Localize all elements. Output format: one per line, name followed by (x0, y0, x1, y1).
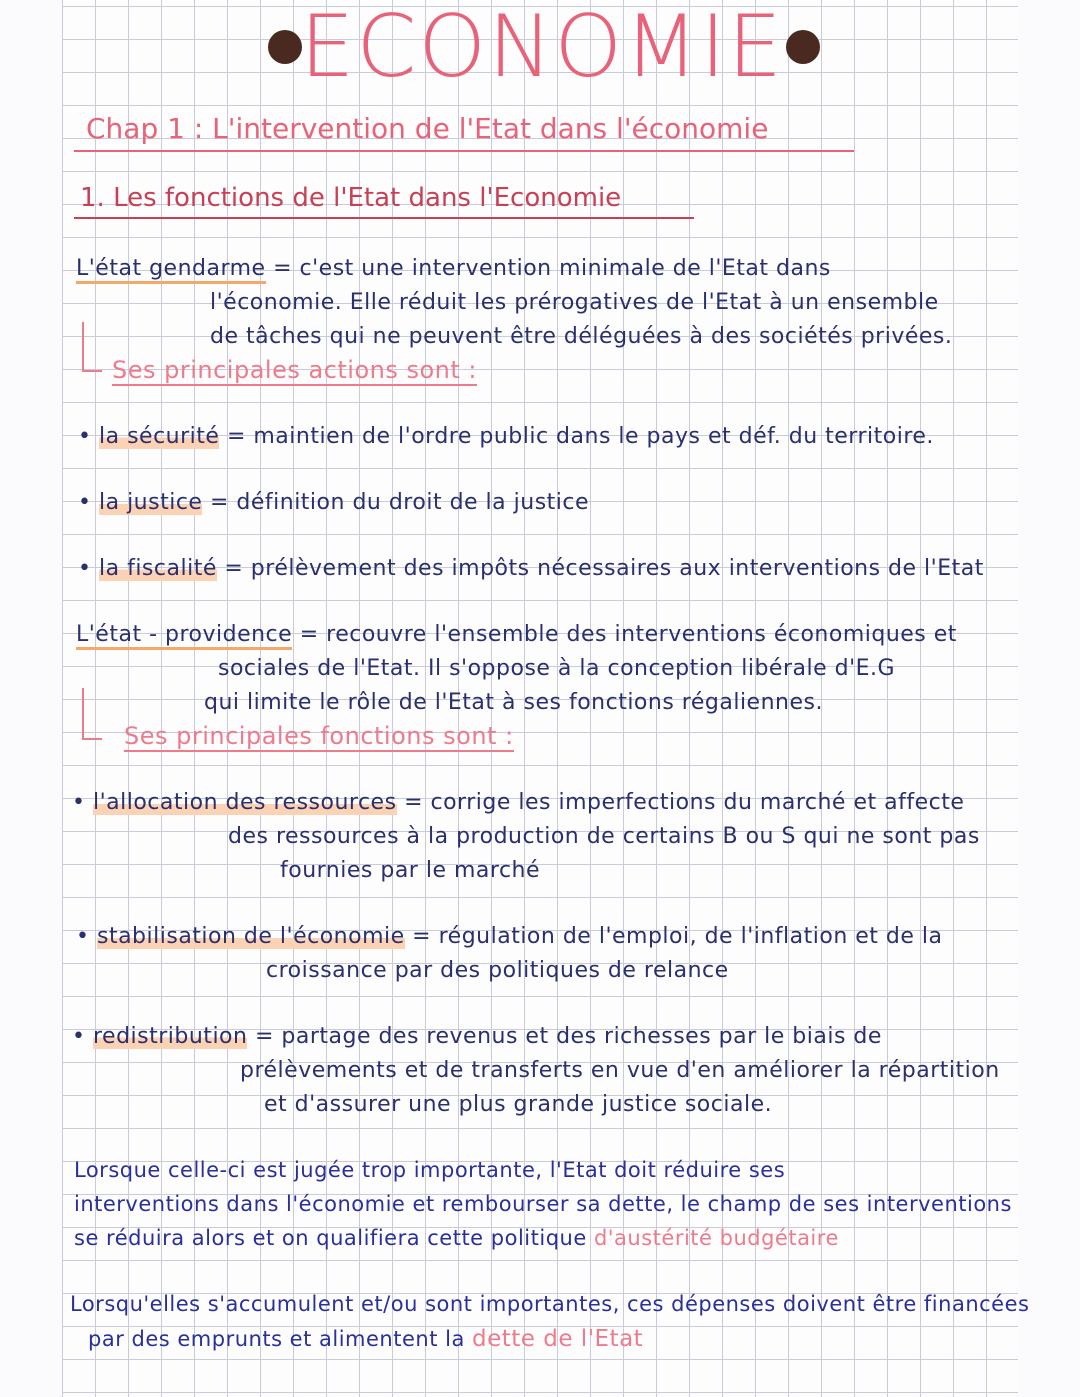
list-item: • la sécurité = maintien de l'ordre public dans le pays et déf. du territoire. (78, 424, 934, 449)
item-definition: = partage des revenus et des richesses par le biais de (254, 1024, 882, 1049)
list-item: • stabilisation de l'économie = régulation de l'emploi, de l'inflation et de la (76, 924, 943, 949)
bullet-dot-right (786, 30, 820, 64)
term-etat-providence: L'état - providence (76, 622, 292, 650)
paragraph-line: Lorsque celle-ci est jugée trop importante, l'Etat doit réduire ses (74, 1158, 786, 1182)
subheading-functions: Ses principales fonctions sont : (124, 722, 514, 750)
item-definition: = corrige les imperfections du marché et affecte (404, 790, 965, 815)
item-definition: des ressources à la production de certains B ou S qui ne sont pas (228, 824, 980, 849)
item-definition: = maintien de l'ordre public dans le pays et déf. du territoire. (226, 424, 934, 449)
item-term: la fiscalité (98, 556, 217, 581)
item-term: l'allocation des ressources (92, 790, 397, 815)
arrow-head (82, 370, 102, 372)
list-item: • redistribution = partage des revenus et des richesses par le biais de (72, 1024, 882, 1049)
paragraph-line: interventions dans l'économie et rembourser sa dette, le champ de ses interventions (74, 1192, 1012, 1216)
highlight-austerite: d'austérité budgétaire (593, 1226, 839, 1250)
definition-line: de tâches qui ne peuvent être déléguées à des sociétés privées. (210, 324, 953, 349)
section-heading: 1. Les fonctions de l'Etat dans l'Economie (80, 183, 622, 213)
term-etat-gendarme: L'état gendarme (76, 256, 266, 284)
item-definition: = définition du droit de la justice (209, 490, 590, 515)
paragraph-line: par des emprunts et alimentent la (88, 1327, 465, 1351)
item-term: redistribution (92, 1024, 248, 1049)
definition-line: = recouvre l'ensemble des interventions économiques et (299, 622, 957, 647)
item-definition: et d'assurer une plus grande justice sociale. (264, 1092, 773, 1117)
item-definition: = régulation de l'emploi, de l'inflation et de la (412, 924, 943, 949)
definition-line: = c'est une intervention minimale de l'Etat dans (273, 256, 831, 281)
list-item: • la fiscalité = prélèvement des impôts nécessaires aux interventions de l'Etat (78, 556, 984, 581)
item-definition: croissance par des politiques de relance (266, 958, 729, 983)
chapter-underline (74, 150, 854, 152)
definition-line: l'économie. Elle réduit les prérogatives de l'Etat à un ensemble (210, 290, 939, 315)
item-term: stabilisation de l'économie (96, 924, 405, 949)
paragraph-line: Lorsqu'elles s'accumulent et/ou sont importantes, ces dépenses doivent être financées (70, 1292, 1030, 1316)
arrow-head (82, 738, 102, 740)
arrow-icon (82, 322, 84, 372)
item-definition: = prélèvement des impôts nécessaires aux interventions de l'Etat (224, 556, 984, 581)
definition-line: qui limite le rôle de l'Etat à ses fonctions régaliennes. (204, 690, 823, 715)
list-item: • l'allocation des ressources = corrige les imperfections du marché et affecte (72, 790, 965, 815)
arrow-icon (82, 688, 84, 740)
item-term: la sécurité (98, 424, 220, 449)
page-title: ECONOMIE (300, 0, 785, 97)
bullet-dot-left (268, 30, 302, 64)
subheading-actions: Ses principales actions sont : (112, 356, 478, 384)
highlight-dette: dette de l'Etat (472, 1326, 644, 1352)
definition-line: sociales de l'Etat. Il s'oppose à la conception libérale d'E.G (218, 656, 896, 681)
paragraph-line: se réduira alors et on qualifiera cette politique (74, 1226, 587, 1250)
item-definition: fournies par le marché (280, 858, 541, 883)
section-underline (74, 217, 694, 219)
chapter-heading: Chap 1 : L'intervention de l'Etat dans l'économie (86, 112, 769, 145)
item-definition: prélèvements et de transferts en vue d'en améliorer la répartition (240, 1058, 1000, 1083)
list-item: • la justice = définition du droit de la justice (78, 490, 590, 515)
item-term: la justice (98, 490, 203, 515)
